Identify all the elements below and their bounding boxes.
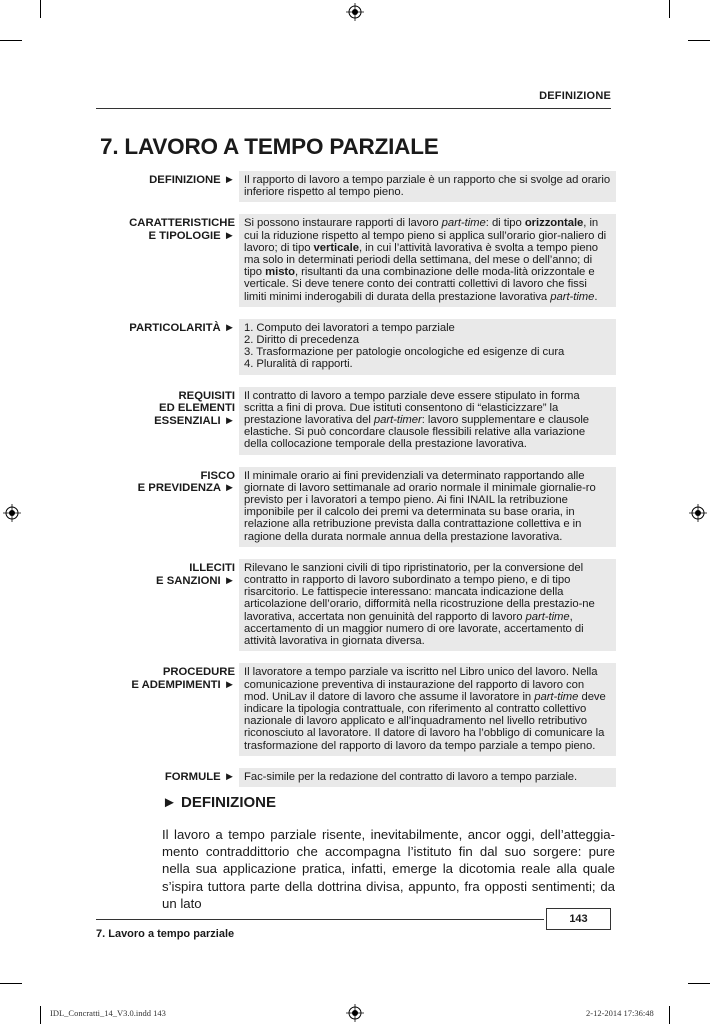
row-label-line: FORMULE ►: [164, 770, 235, 783]
row-content: Fac-simile per la redazione del contratto di lavoro a tempo parziale.: [239, 768, 616, 787]
chapter-title: 7. LAVORO A TEMPO PARZIALE: [100, 134, 439, 159]
row-label-line: ED ELEMENTI: [159, 402, 235, 415]
text-run: orizzontale: [524, 217, 584, 230]
crop-mark: [688, 983, 710, 984]
list-item: 2. Diritto di precedenza: [244, 334, 359, 347]
text-run: , risultanti da una combinazione delle moda-lità orizzontale e verticale. Si deve tenere conto dei contratti collettivi di lavoro che fissi limiti minimi inderogabili di durata della prestazione lavorativa: [244, 266, 595, 303]
row-content: Il minimale orario ai fini previdenziali va determinato rapportando alle giornate di lavoro settimanale ad orario normale il minimale giornalie-ro previsto per i lavoratori a tempo pieno. Ai fini INAIL la retribuzione imponibile per il calcolo dei premi va determinata su base oraria, in relazione alla retribuzione prevista dalla contrattazione collettiva e in ragione della durata normale annua della prestazione lavorativa.: [239, 467, 616, 547]
text-run: : lavoro supplementare e clausole elastiche. Si può concordare clausole flessibili relative alla variazione della collocazione temporale della prestazione lavorativa.: [244, 414, 590, 451]
text-run: , in cui la riduzione rispetto al tempo pieno si applica sull’orario gior-naliero di lavoro; di tipo: [244, 217, 607, 254]
row-content: [239, 663, 616, 755]
list-item: 4. Pluralità di rapporti.: [244, 358, 353, 371]
running-head: DEFINIZIONE: [539, 90, 611, 102]
row-label: [100, 663, 239, 692]
row-label-line: E PREVIDENZA ►: [137, 482, 235, 495]
row-label: [100, 387, 239, 428]
table-row: [100, 214, 616, 306]
row-content: [239, 214, 616, 306]
row-label: [100, 171, 239, 187]
row-content: [239, 319, 616, 375]
text-run: , accertamento di un maggior numero di ore lavorate, accertamento di attività lavorativa in giornata diversa.: [244, 610, 584, 648]
list-item: 1. Computo dei lavoratori a tempo parziale: [244, 321, 455, 334]
row-label: [100, 467, 239, 496]
crop-mark: [40, 0, 41, 18]
crop-mark: [688, 40, 710, 41]
registration-mark-icon: [689, 504, 707, 522]
text-run: Il contratto di lavoro a tempo parziale deve essere stipulato in forma scritta a fini di prova. Due istituti consentono di “elasticizzare” la prestazione lavorativa del: [244, 389, 580, 427]
text-run: Si possono instaurare rapporti di lavoro: [244, 217, 442, 230]
slug-timestamp: 2-12-2014 17:36:48: [586, 1008, 654, 1018]
footer-rule: [96, 919, 544, 920]
table-row: [100, 467, 616, 547]
text-run: part-time: [525, 610, 570, 623]
row-label-line: E SANZIONI ►: [156, 574, 235, 587]
crop-mark: [669, 0, 670, 18]
row-content: Il rapporto di lavoro a tempo parziale è un rapporto che si svolge ad orario inferiore rispetto al tempo pieno.: [239, 171, 616, 202]
summary-table: [100, 171, 616, 787]
text-run: part-time: [534, 690, 579, 703]
slug-filename: IDL_Concratti_14_V3.0.indd 143: [50, 1008, 166, 1018]
registration-mark-icon: [346, 1004, 364, 1022]
row-label-line: E TIPOLOGIE ►: [148, 230, 235, 243]
text-run: Rilevano le sanzioni civili di tipo ripristinatorio, per la conversione del contratto in rapporto di lavoro subordinato a tempo pieno, e di tipo risarcitorio. Le fattispecie interessano: mancata indicazione della articolazione dell’orario, difformità nella ricostruzione della prestazio-ne lavorativa, accertata non genuinità del rapporto di lavoro: [244, 561, 595, 623]
crop-mark: [0, 40, 22, 41]
table-row: [100, 387, 616, 455]
row-content: [239, 559, 616, 651]
text-run: part-time: [550, 290, 595, 303]
header-rule: [96, 108, 611, 109]
row-label-line: ESSENZIALI ►: [154, 415, 235, 428]
crop-mark: [40, 1006, 41, 1024]
table-row: [100, 319, 616, 375]
row-label: [100, 319, 239, 335]
table-row: [100, 768, 616, 787]
row-label: [100, 214, 239, 243]
row-label-line: FISCO: [200, 469, 235, 482]
row-label-line: PROCEDURE: [162, 666, 235, 679]
section-heading: ► DEFINIZIONE: [162, 794, 277, 811]
text-run: : di tipo: [485, 217, 525, 230]
text-run: misto: [265, 266, 295, 279]
page-number: 143: [546, 908, 611, 930]
row-label: [100, 559, 239, 588]
registration-mark-icon: [3, 504, 21, 522]
crop-mark: [0, 983, 22, 984]
row-label: [100, 768, 239, 784]
row-label-line: ILLECITI: [189, 561, 235, 574]
row-label-line: CARATTERISTICHE: [129, 217, 235, 230]
text-run: , in cui l’attività lavorativa è svolta a tempo pieno ma solo in determinati periodi della settimana, del mese o dell’anno; di tipo: [244, 241, 599, 279]
body-paragraph: Il lavoro a tempo parziale risente, inevitabilmente, ancor oggi, dell’atteggia-mento contraddittorio che accompagna l’istituto fin dal suo sorgere: pure nella sua applicazione pratica, infatti, emerge la dicotomia reale alla quale s’ispira tuttora parte della dottrina divisa, appunto, fra opposti sentimenti; da un lato: [162, 827, 615, 911]
row-label-line: PARTICOLARITÀ ►: [129, 321, 235, 334]
registration-mark-icon: [346, 3, 364, 21]
list-item: 3. Trasformazione per patologie oncologiche ed esigenze di cura: [244, 346, 565, 359]
row-label-line: REQUISITI: [178, 389, 235, 402]
text-run: deve indicare la tipologia contrattuale, con riferimento al contratto collettivo nazionale di lavoro applicato e all’inquadramento nel livello retributivo riconosciuto al lavoratore. Il datore di lavoro ha l’obbligo di comunicare la trasformazione del rapporto di lavoro da tempo parziale a tempo pieno.: [244, 690, 606, 752]
table-row: [100, 559, 616, 651]
text-run: Il lavoratore a tempo parziale va iscritto nel Libro unico del lavoro. Nella comunicazione preventiva di instaurazione del rapporto di lavoro con mod. UniLav il datore di lavoro che assume il lavoratore in: [244, 666, 598, 703]
text-run: part-time: [441, 217, 486, 230]
row-label-line: E ADEMPIMENTI ►: [131, 679, 235, 692]
crop-mark: [669, 1006, 670, 1024]
row-content: [239, 387, 616, 455]
row-label-line: DEFINIZIONE ►: [149, 174, 235, 186]
text-run: .: [594, 290, 598, 303]
table-row: [100, 171, 616, 202]
text-run: part-timer: [373, 414, 422, 427]
running-foot: 7. Lavoro a tempo parziale: [96, 928, 235, 940]
text-run: verticale: [313, 241, 359, 254]
table-row: [100, 663, 616, 755]
